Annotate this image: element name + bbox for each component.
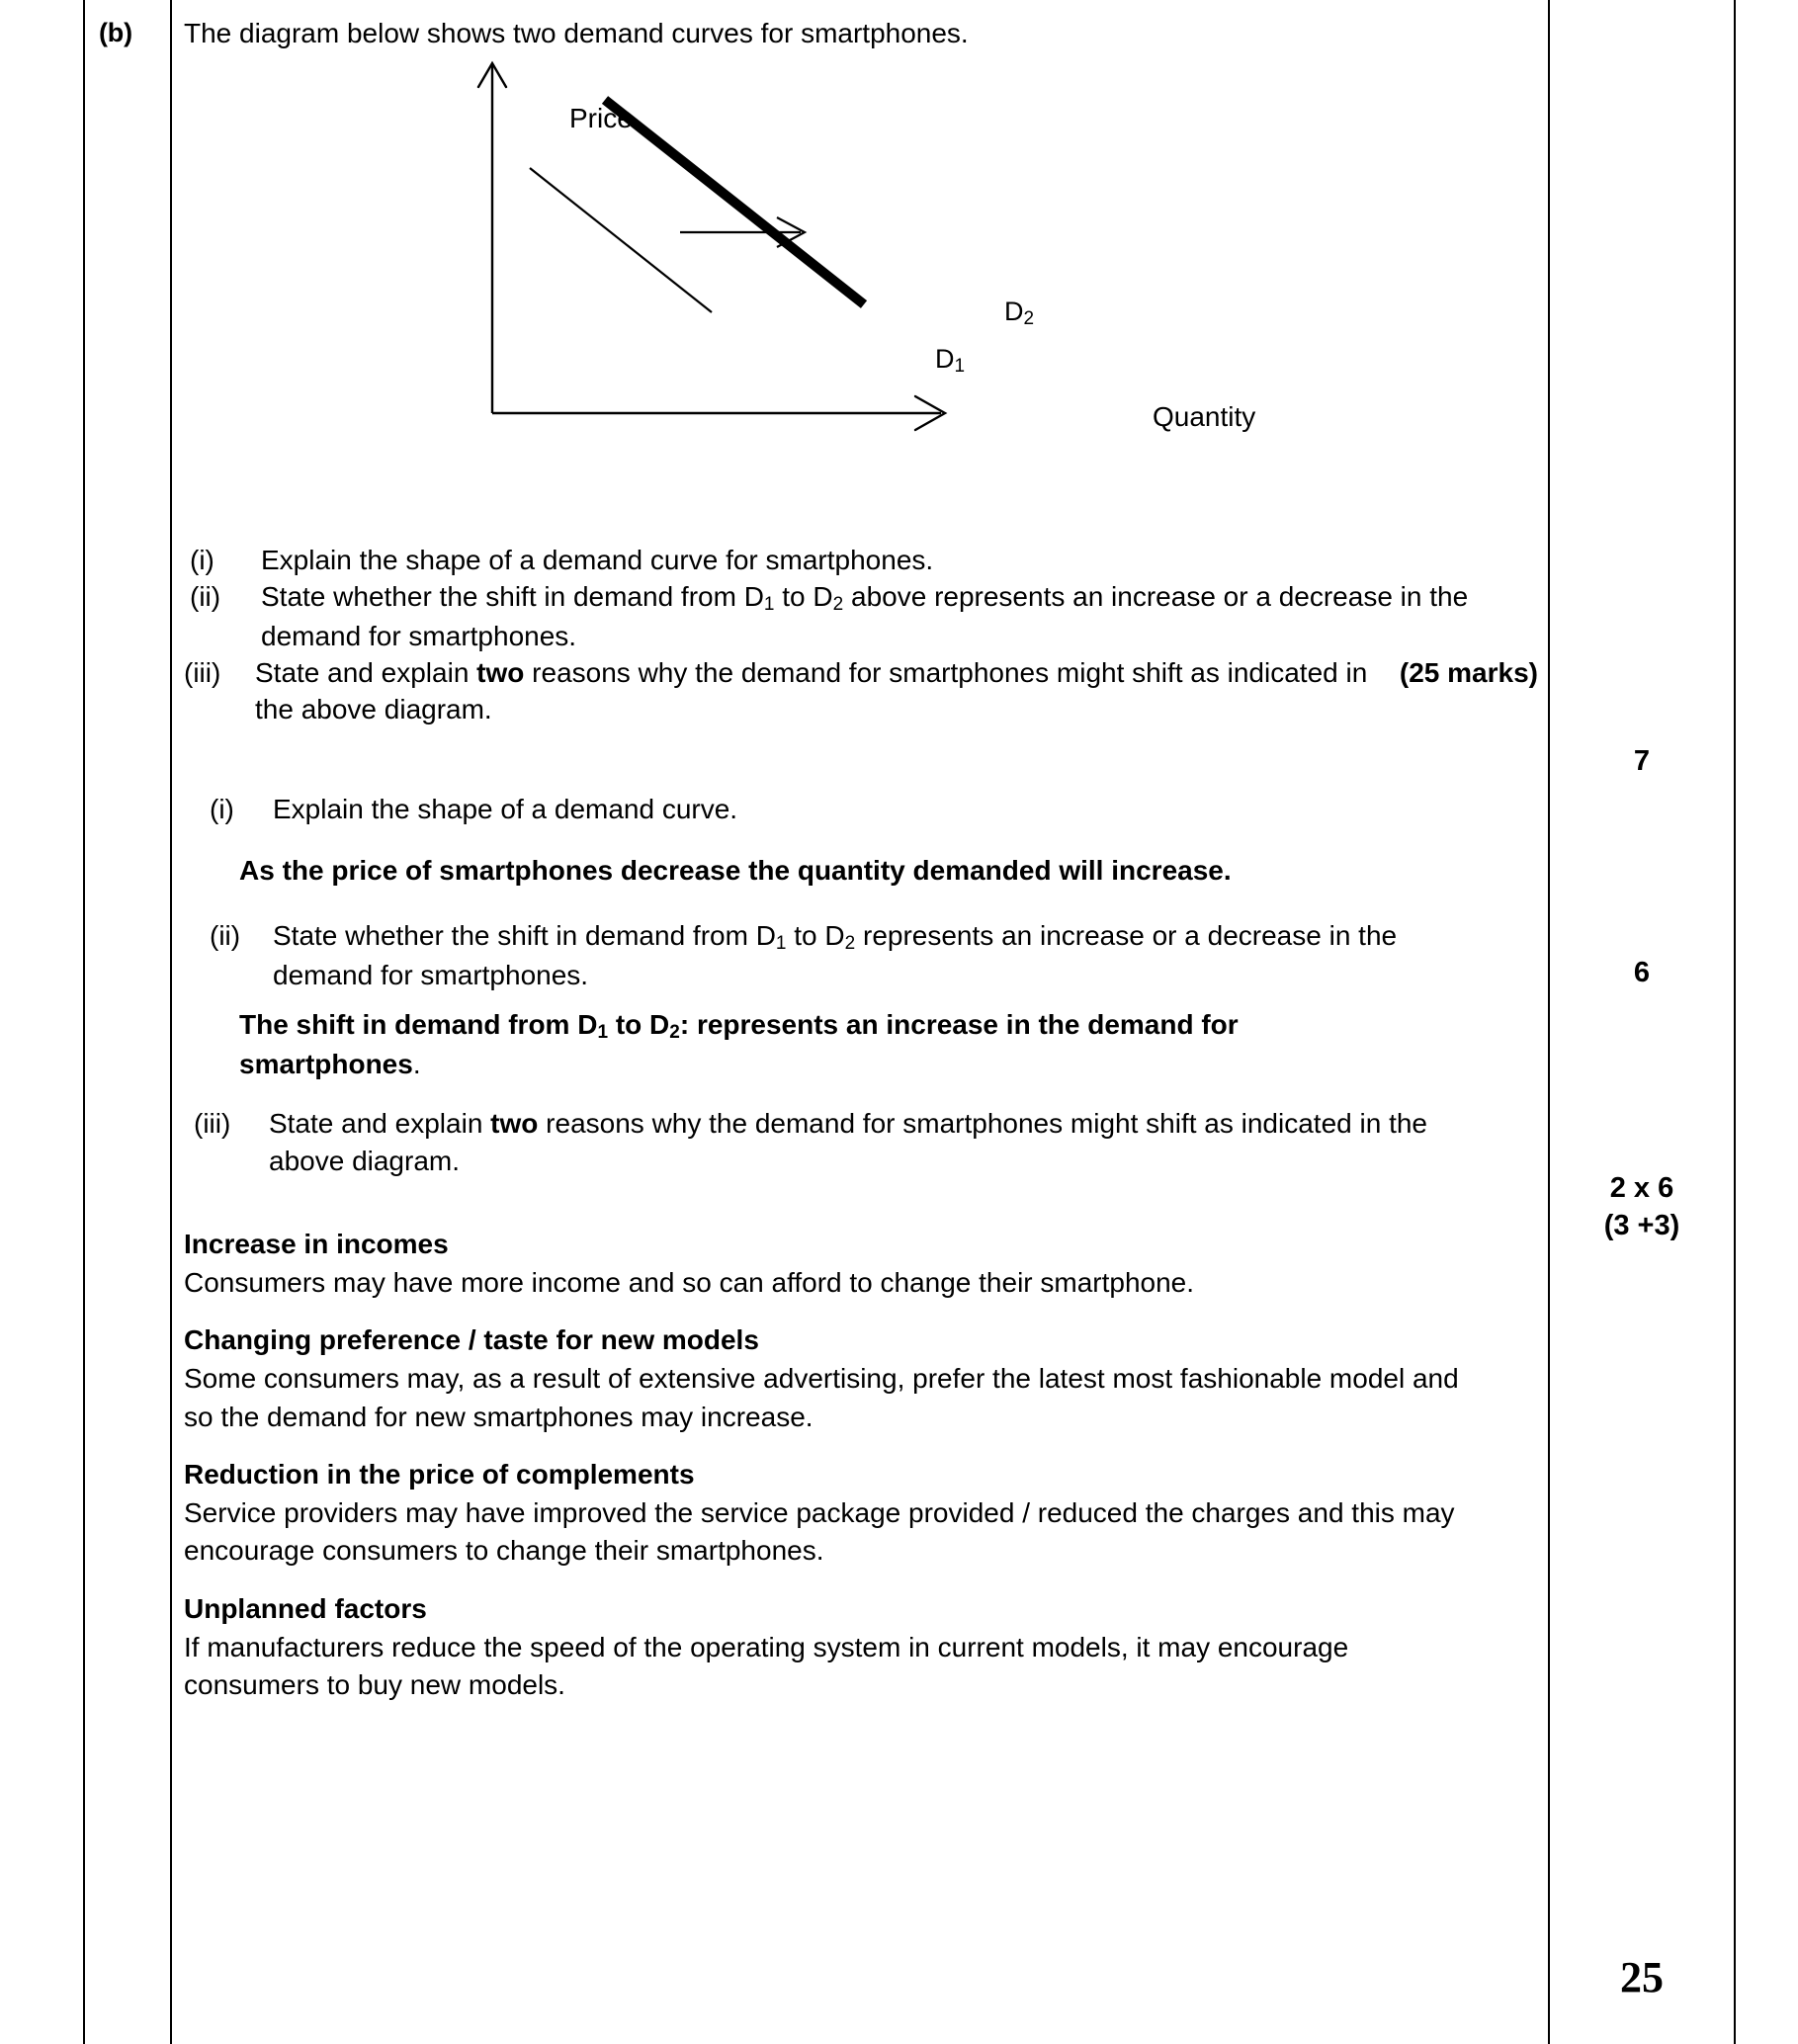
mark-value-i: 7 [1633, 745, 1651, 777]
q-iii-bold-two: two [476, 656, 525, 688]
reasons-list [184, 1226, 1489, 1725]
reason-body: Consumers may have more income and so can afford to change their smartphone. [184, 1266, 1195, 1298]
reason-body: Service providers may have improved the service package provided / reduced the charges and this may encourage consumers to change their smartphones. [184, 1496, 1455, 1567]
y-axis-label: Price [569, 103, 633, 133]
q-iii-seg-b: reasons why the demand for smartphones might shift as indicated in the above diagram. [255, 656, 1368, 724]
a-ii-seg-c: represents an increase or a decrease in the demand for smartphones. [273, 920, 1398, 990]
q-ii-sub-1: 1 [763, 594, 775, 616]
reason-heading: Reduction in the price of complements [184, 1459, 695, 1490]
question-text-iii [255, 654, 1538, 727]
part-label: (b) [99, 18, 132, 47]
table-rule-right-outer [1734, 0, 1736, 2044]
q-ii-seg-c: above represents an increase or a decrease in the demand for smartphones. [261, 581, 1469, 651]
table-rule-left-outer [83, 0, 85, 2044]
a-ii-sub-1: 1 [775, 933, 787, 954]
answer-iii-question-text [269, 1105, 1459, 1180]
answer-i-question [210, 791, 1495, 828]
answer-i-response: As the price of smartphones decrease the quantity demanded will increase. [239, 855, 1232, 886]
answer-iii-num: (iii) [194, 1108, 231, 1139]
question-item-ii [184, 578, 1538, 654]
mark-value-iii-line2: (3 +3) [1603, 1209, 1680, 1241]
a-ii-ans-sub-2: 2 [669, 1022, 680, 1043]
question-num-i: (i) [190, 545, 214, 575]
demand-curve-d2 [605, 100, 864, 304]
reason-body: If manufacturers reduce the speed of the operating system in current models, it may encourage consumers to buy new models. [184, 1631, 1349, 1701]
a-ii-seg-a: State whether the shift in demand from D [273, 920, 776, 951]
curve-label-d2 [1004, 297, 1034, 330]
a-ii-ans-seg-e: . [412, 1048, 421, 1079]
question-list [184, 542, 1538, 727]
answer-ii-response [239, 1006, 1406, 1082]
reason-body: Some consumers may, as a result of extensive advertising, prefer the latest most fashionable model and so the demand for new smartphones may increase. [184, 1362, 1459, 1432]
a-iii-seg-b: reasons why the demand for smartphones might shift as indicated in the above diagram. [269, 1108, 1427, 1176]
mark-value-iii [1550, 1170, 1734, 1244]
answer-ii-question-text [273, 917, 1425, 993]
question-item-i [184, 542, 1538, 578]
demand-diagram-svg [362, 47, 1311, 433]
demand-curve-diagram [362, 47, 1311, 433]
marks-total: 25 [1620, 1953, 1664, 2001]
a-ii-ans-sub-1: 1 [597, 1022, 609, 1043]
intro-text: The diagram below shows two demand curves for smartphones. [184, 18, 969, 48]
a-ii-ans-seg-a: The shift in demand from D [239, 1009, 598, 1040]
answer-ii-num: (ii) [210, 920, 241, 951]
a-iii-bold-two: two [490, 1108, 539, 1139]
a-ii-ans-seg-c: : represents an increase in the demand for [679, 1009, 1239, 1040]
question-text-i: Explain the shape of a demand curve for smartphones. [261, 545, 934, 575]
reason-heading: Increase in incomes [184, 1229, 449, 1259]
reason-block [184, 1321, 1489, 1436]
q-iii-seg-a: State and explain [255, 656, 477, 688]
answer-i-num: (i) [210, 794, 234, 824]
mark-value-ii: 6 [1633, 957, 1651, 988]
table-rule-marks-left [1548, 0, 1550, 2044]
demand-curve-d1 [530, 168, 712, 312]
x-axis-label: Quantity [1153, 401, 1256, 432]
reason-block [184, 1590, 1489, 1705]
q-ii-sub-2: 2 [832, 594, 844, 616]
a-ii-ans-seg-b: to D [608, 1009, 670, 1040]
table-rule-part-column [170, 0, 172, 2044]
a-iii-seg-a: State and explain [269, 1108, 491, 1139]
reason-block [184, 1226, 1489, 1302]
curve-label-d2-subscript: 2 [1023, 308, 1035, 329]
question-text-ii [261, 578, 1538, 654]
a-ii-sub-2: 2 [844, 933, 856, 954]
q-ii-seg-a: State whether the shift in demand from D [261, 581, 764, 613]
curve-label-d1-letter: D [935, 344, 955, 374]
reason-heading: Changing preference / taste for new models [184, 1324, 759, 1356]
question-item-iii [184, 654, 1538, 727]
q-ii-seg-b: to D [774, 581, 833, 613]
curve-label-d1-subscript: 1 [954, 356, 966, 377]
mark-value-iii-line1: 2 x 6 [1609, 1172, 1674, 1204]
reason-heading: Unplanned factors [184, 1593, 427, 1624]
question-num-ii: (ii) [190, 581, 221, 613]
curve-label-d1 [935, 344, 965, 378]
question-num-iii: (iii) [184, 656, 221, 688]
answer-iii-question [194, 1105, 1459, 1180]
curve-label-d2-letter: D [1004, 297, 1024, 326]
a-ii-ans-seg-d: smartphones [239, 1048, 413, 1079]
reason-block [184, 1456, 1489, 1571]
question-marks: (25 marks) [1399, 656, 1538, 688]
answer-ii-question [210, 917, 1425, 993]
answer-i-question-text: Explain the shape of a demand curve. [273, 794, 738, 824]
a-ii-seg-b: to D [786, 920, 845, 951]
